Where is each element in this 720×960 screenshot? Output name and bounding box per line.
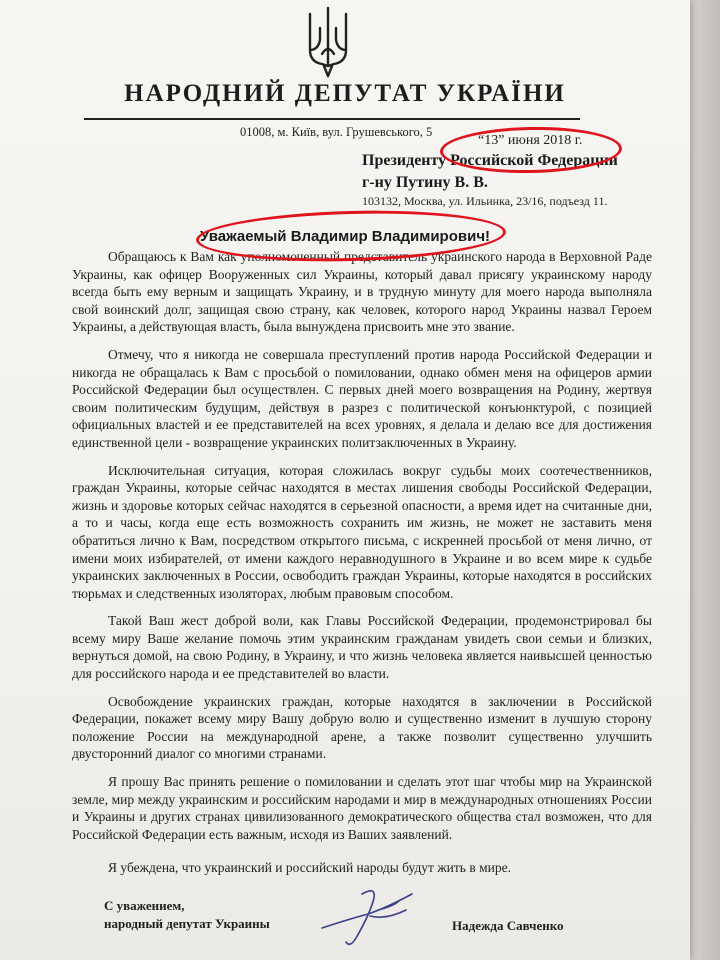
signoff-regards: С уважением,: [104, 898, 185, 913]
handwritten-signature: [316, 880, 426, 950]
letterhead-title: НАРОДНИЙ ДЕПУТАТ УКРАЇНИ: [124, 80, 566, 107]
body-paragraph: Такой Ваш жест доброй воли, как Главы Российской Федерации, продемонстрировал бы всему миру Ваше желание помочь этим украинским гражданам увидеть свои семьи и близких, вернуться домой, на свою Родину, в Украину, и что жизнь человека является наивысшей ценностью для российского народа и ее представителей во власти.: [72, 613, 652, 682]
sender-address: 01008, м. Київ, вул. Грушевського, 5: [240, 125, 433, 139]
letter-greeting: Уважаемый Владимир Владимирович!: [199, 228, 491, 245]
body-paragraph: Освобождение украинских граждан, которые находятся в заключении в Российской Федерации, покажет всему миру Вашу добрую волю и существенно изменит в лучшую сторону положение России на международной арене, а также позволит существенно улучшить двусторонний диалог со многими странами.: [72, 693, 652, 762]
signoff-position: народный депутат Украины: [104, 916, 270, 931]
letter-date: “13” июня 2018 г.: [478, 133, 583, 148]
recipient-address: 103132, Москва, ул. Ильинка, 23/16, подъезд 11.: [362, 194, 608, 208]
signoff-block: [104, 897, 270, 933]
recipient-title: Президенту Российской Федерации: [362, 152, 618, 169]
body-paragraph: Я прошу Вас принять решение о помиловании и сделать этот шаг чтобы мир на Украинской земле, мир между украинским и российским народами и мир в международных отношениях России и Украины и других странах цивилизованного демократического общества стал возможен, что для Российской Федерации есть важным, исходя из Ваших заявлений.: [72, 774, 652, 842]
body-paragraph: Отмечу, что я никогда не совершала преступлений против народа Российской Федерации и никогда не обращалась к Вам с просьбой о помиловании, однако обмен меня на офицеров армии Российской Федерации был осуществлен. С первых дней моего возвращения на Родину, жертвуя своим политическим будущим, действуя в разрез с политической конъюнктурой, с позицией официальных властей и ее представителей на всех уровнях, я делала и делаю все для достижения единственной цели - возвращение украинских политзаключенных в Украину.: [72, 346, 652, 450]
body-paragraph: Исключительная ситуация, которая сложилась вокруг судьбы моих соотечественников, граждан Украины, которые сейчас находятся в местах лишения свободы Российской Федерации, жизнь и здоровье которых сейчас находятся в серьезной опасности, а время идет на считанные дни, а то и часы, когда еще есть возможность сохранить им жизнь, не может не заставить меня обратиться лично к Вам, посредством открытого письма, с искренней просьбой от меня лично, от имени моих избирателей, от имени каждого неравнодушного в Украине и во всем мире к судьбе украинских заключенных в России, освободить граждан Украины, которые находятся в российских тюрьмах и следственных изоляторах, любым правовым способом.: [72, 462, 652, 601]
body-paragraph: Обращаюсь к Вам как уполномоченный представитель украинского народа в Верховной Раде Украины, как офицер Вооруженных сил Украины, который давал присягу украинскому народу всегда быть ему верным и защищать Украину, и в трудную минуту для моего народа выполняла свой воинский долг, защищая свою страну, как человек, которого народ Украины назвал Героем Украины, а действующая власть, была вынуждена присвоить мне это звание.: [72, 249, 652, 335]
trident-emblem-icon: [306, 4, 350, 80]
letter-body: [72, 248, 652, 853]
recipient-block: [362, 150, 618, 194]
closing-sentence: Я убеждена, что украинский и российский народы будут жить в мире.: [108, 860, 511, 875]
recipient-name: г-ну Путину В. В.: [362, 174, 488, 191]
signatory-name: Надежда Савченко: [452, 918, 564, 933]
letterhead-divider: [84, 118, 580, 120]
